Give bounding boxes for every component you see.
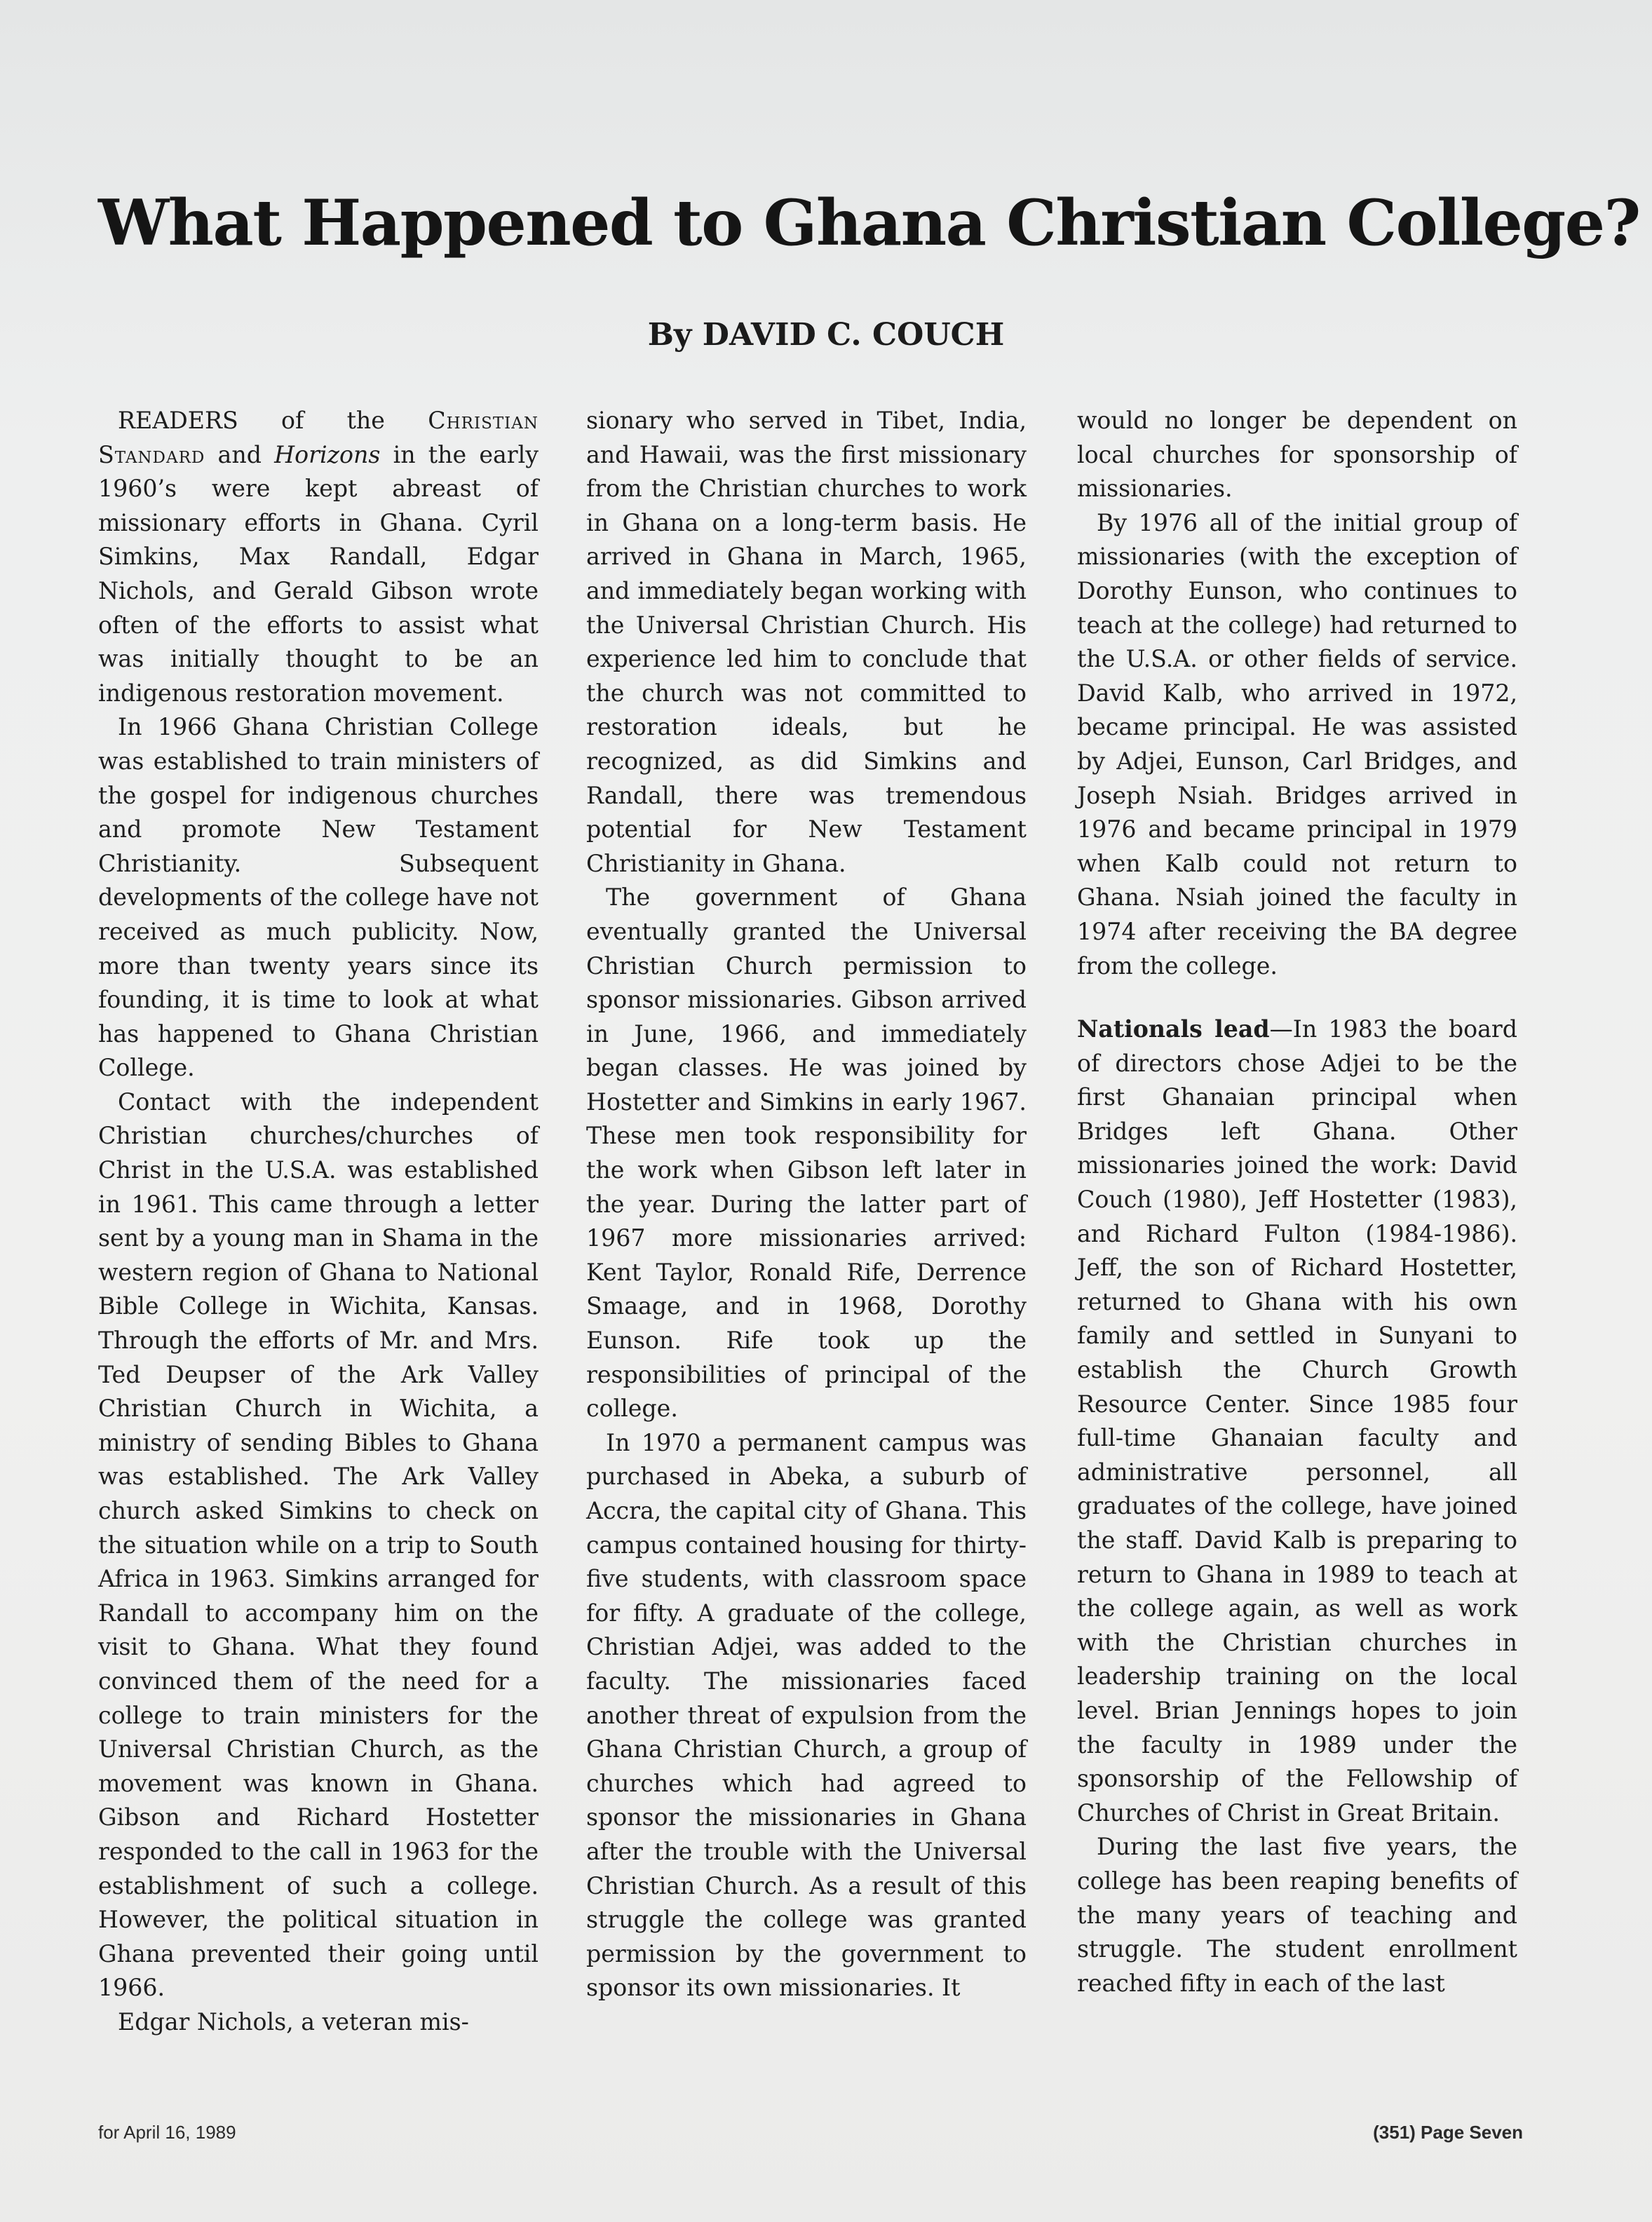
paragraph: Contact with the independent Christian churches/churches of Christ in the U.S.A. was established in 1961. This came through a letter sent by a young man in Shama in the western region of Ghana to National Bible College in Wichita, Kansas. Through the efforts of Mr. and Mrs. Ted Deupser of the Ark Valley Christian Church in Wichita, a ministry of sending Bibles to Ghana was established. The Ark Valley church asked Simkins to check on the situation while on a trip to South Africa in 1963. Simkins arranged for Randall to accompany him on the visit to Ghana. What they found convinced them of the need for a college to train ministers for the Universal Christian Church, as the movement was known in Ghana. Gibson and Richard Hostetter responded to the call in 1963 for the establishment of such a college. However, the political situation in Ghana prevented their going until 1966.: [98, 1088, 539, 2002]
text-column-1: [98, 404, 539, 2040]
publication-name: Christian Standard: [98, 407, 539, 468]
text-run: of the: [238, 407, 428, 434]
paragraph: Edgar Nichols, a veteran mis-: [118, 2007, 469, 2035]
paragraph: [98, 404, 539, 710]
section-subhead: Nationals lead: [1077, 1015, 1270, 1043]
text-run: and: [205, 440, 275, 468]
paragraph: The government of Ghana eventually granted the Universal Christian Church permission to sponsor missionaries. Gibson arrived in June, 1966, and immediately began classes. He was joined by Hostetter and Simkins in early 1967. These men took responsibility for the work when Gibson left later in the year. During the latter part of 1967 more missionaries arrived: Kent Taylor, Ronald Rife, Derrence Smaage, and in 1968, Dorothy Eunson. Rife took up the responsibilities of principal of the college.: [586, 883, 1027, 1423]
paragraph: During the last five years, the college has been reaping benefits of the many years of teaching and struggle. The student enrollment reached fifty in each of the last: [1077, 1833, 1517, 1997]
publication-name: Horizons: [274, 440, 381, 468]
article-title: What Happened to Ghana Christian College?: [98, 186, 1640, 260]
paragraph: [1077, 1012, 1517, 1830]
text-run: —In 1983 the board of directors chose Adjei to be the first Ghanaian principal when Bridges left Ghana. Other missionaries joined the work: David Couch (1980), Jeff Hostetter (1983), and Richard Fulton (1984-1986). Jeff, the son of Richard Hostetter, returned to Ghana with his own family and settled in Sunyani to establish the Church Growth Resource Center. Since 1985 four full-time Ghanaian faculty and administrative personnel, all graduates of the college, have joined the staff. David Kalb is preparing to return to Ghana in 1989 to teach at the college again, as well as work with the Christian churches in leadership training on the local level. Brian Jennings hopes to join the faculty in 1989 under the sponsorship of the Fellowship of Churches of Christ in Great Britain.: [1077, 1015, 1517, 1827]
text-column-3: [1077, 404, 1517, 2000]
paragraph: In 1966 Ghana Christian College was established to train ministers of the gospel for indigenous churches and promote New Testament Christianity. Subsequent developments of the college have not received as much publicity. Now, more than twenty years since its founding, it is time to look at what has happened to Ghana Christian College.: [98, 713, 539, 1082]
text-run: in the early 1960’s were kept abreast of missionary efforts in Ghana. Cyril Simkins, Max Randall, Edgar Nichols, and Gerald Gibson wrote often of the efforts to assist what was initially thought to be an indigenous restoration movement.: [98, 440, 539, 707]
paragraph: By 1976 all of the initial group of missionaries (with the exception of Dorothy Eunson, who continues to teach at the college) had returned to the U.S.A. or other fields of service. David Kalb, who arrived in 1972, became principal. He was assisted by Adjei, Eunson, Carl Bridges, and Joseph Nsiah. Bridges arrived in 1976 and became principal in 1979 when Kalb could not return to Ghana. Nsiah joined the faculty in 1974 after receiving the BA degree from the college.: [1077, 508, 1517, 980]
paragraph: sionary who served in Tibet, India, and Hawaii, was the first missionary from the Christian churches to work in Ghana on a long-term basis. He arrived in Ghana in March, 1965, and immediately began working with the Universal Christian Church. His experience led him to conclude that the church was not committed to restoration ideals, but he recognized, as did Simkins and Randall, there was tremendous potential for New Testament Christianity in Ghana.: [586, 407, 1027, 877]
text-column-2: [586, 404, 1027, 2005]
paragraph: would no longer be dependent on local churches for sponsorship of missionaries.: [1077, 407, 1517, 503]
issue-date: for April 16, 1989: [98, 2122, 236, 2143]
paragraph: In 1970 a permanent campus was purchased in Abeka, a suburb of Accra, the capital city of Ghana. This campus contained housing for thirty-five students, with classroom space for fifty. A graduate of the college, Christian Adjei, was added to the faculty. The missionaries faced another threat of expulsion from the Ghana Christian Church, a group of churches which had agreed to sponsor the missionaries in Ghana after the trouble with the Universal Christian Church. As a result of this struggle the college was granted permission by the government to sponsor its own missionaries. It: [586, 1428, 1027, 2002]
byline: By DAVID C. COUCH: [647, 317, 1005, 353]
lead-word: READERS: [118, 407, 238, 434]
page-number: (351) Page Seven: [1373, 2122, 1523, 2143]
